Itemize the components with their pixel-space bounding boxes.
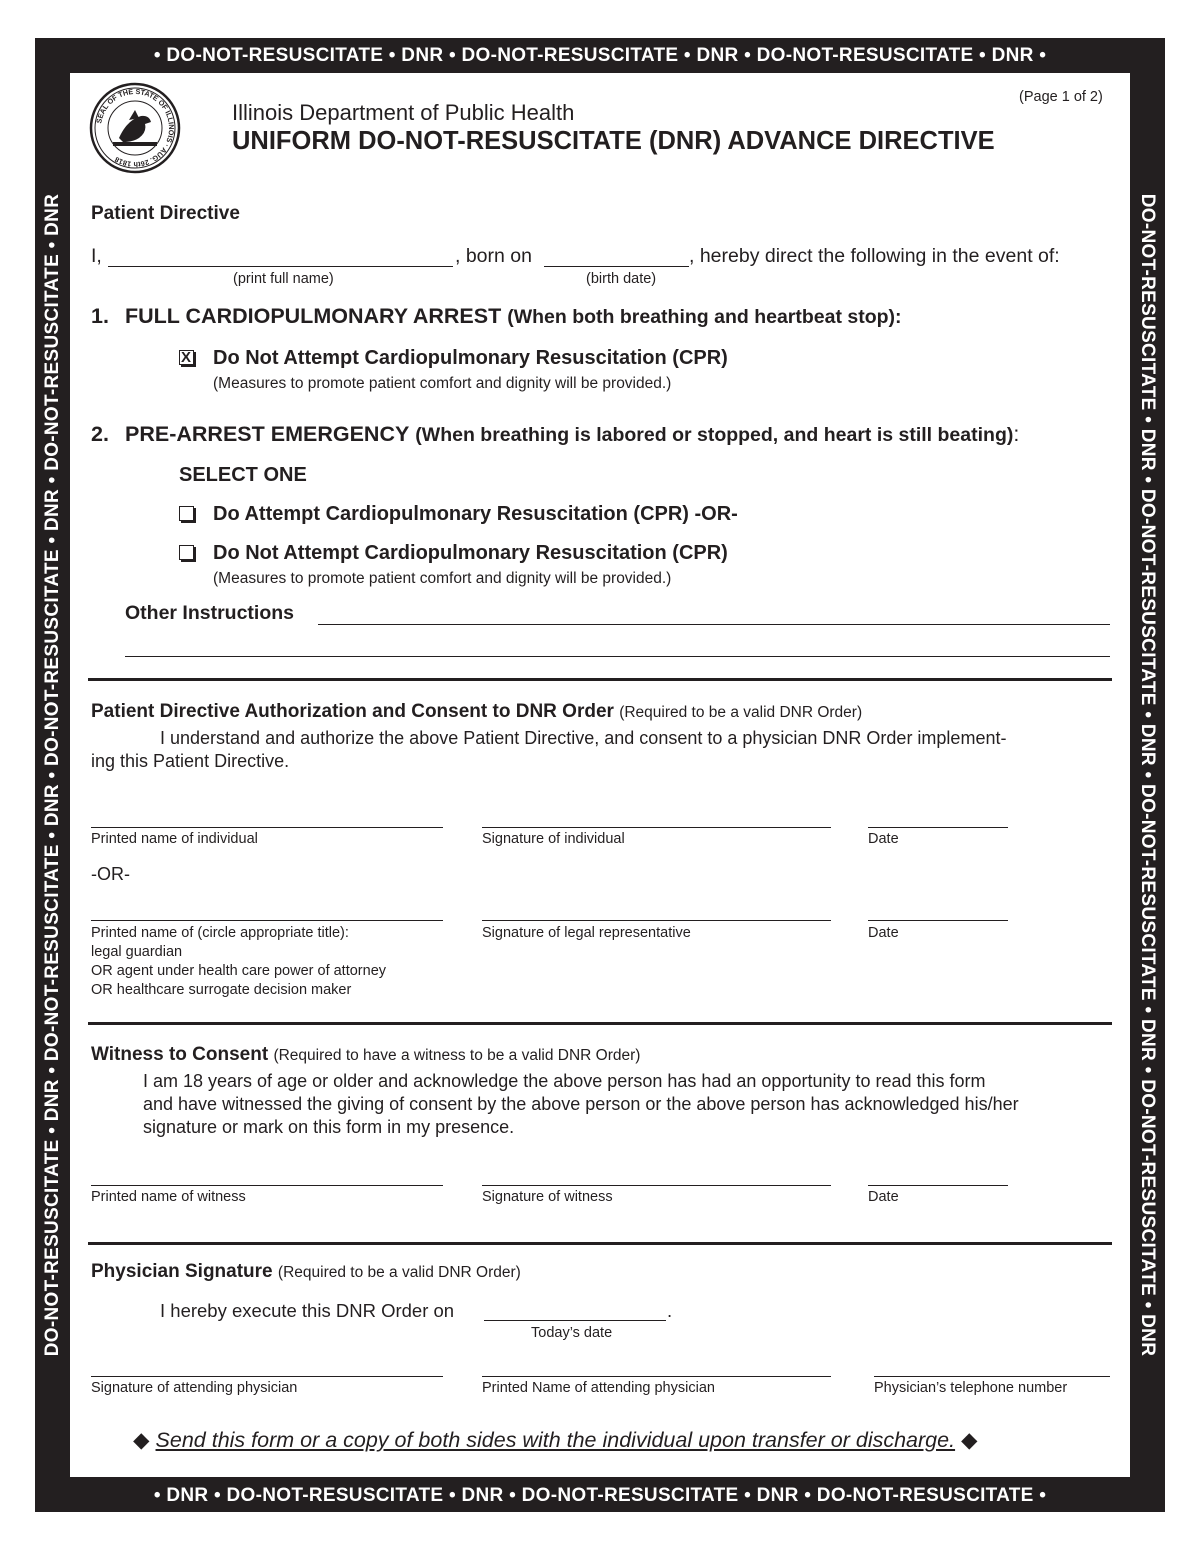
diamond-left-icon: ◆ [133,1428,150,1452]
section1-title: FULL CARDIOPULMONARY ARREST [125,304,502,328]
witness-qualifier: (Required to have a witness to be a valid DNR Order) [273,1047,641,1064]
witness-date-field[interactable] [868,1185,1008,1186]
border-top-text: • DO-NOT-RESUSCITATE • DNR • DO-NOT-RESUSCITATE • DNR • DO-NOT-RESUSCITATE • DNR • [153,45,1047,66]
section2-colon: : [1013,422,1020,446]
section-divider [88,1242,1112,1245]
form-title: UNIFORM DO-NOT-RESUSCITATE (DNR) ADVANCE DIRECTIVE [232,127,995,155]
title-surrogate-decision-maker[interactable]: OR healthcare surrogate decision maker [91,982,352,998]
border-left-text: DO-NOT-RESUSCITATE • DNR • DO-NOT-RESUSCITATE • DNR • DO-NOT-RESUSCITATE • DNR • DO-NOT-RESUSCITATE • DNR [42,193,63,1357]
execute-period: . [667,1300,673,1321]
todays-date-caption: Today’s date [531,1325,613,1341]
individual-signature-field[interactable] [482,827,831,828]
other-instructions-field-1[interactable] [318,624,1110,625]
border-bottom [35,1477,1165,1512]
born-on-label: , born on [455,245,532,267]
authorization-qualifier: (Required to be a valid DNR Order) [619,704,863,721]
state-seal-icon [89,82,181,174]
section2-option2-note: (Measures to promote patient comfort and dignity will be provided.) [213,570,672,587]
department-name: Illinois Department of Public Health [232,100,575,125]
section-divider [88,678,1112,681]
representative-signature-caption: Signature of legal representative [482,925,691,941]
birth-date-field[interactable] [544,266,689,267]
select-one-label: SELECT ONE [179,464,307,486]
section2-heading [125,422,1019,447]
physician-signature-caption: Signature of attending physician [91,1380,298,1396]
page-number: (Page 1 of 2) [1019,89,1103,105]
or-label: -OR- [91,864,130,884]
section1-option-note: (Measures to promote patient comfort and dignity will be provided.) [213,375,672,392]
patient-directive-heading: Patient Directive [91,203,240,224]
physician-qualifier: (Required to be a valid DNR Order) [277,1264,521,1281]
witness-heading: Witness to Consent [91,1044,269,1065]
full-name-field[interactable] [108,266,453,267]
witness-date-caption: Date [868,1189,899,1205]
physician-phone-caption: Physician’s telephone number [874,1380,1068,1396]
border-bottom-text: • DNR • DO-NOT-RESUSCITATE • DNR • DO-NOT-RESUSCITATE • DNR • DO-NOT-RESUSCITATE • [153,1485,1047,1506]
witness-text-line1: I am 18 years of age or older and acknowledge the above person has had an opportunity to read this form [143,1071,986,1091]
footer-note-text: Send this form or a copy of both sides with the individual upon transfer or discharge. [155,1428,956,1452]
section2-option1-label: Do Attempt Cardiopulmonary Resuscitation (CPR) -OR- [213,503,738,525]
execute-order-text: I hereby execute this DNR Order on [160,1300,455,1321]
footer-note [133,1428,978,1453]
section2-option2-label: Do Not Attempt Cardiopulmonary Resuscitation (CPR) [213,542,728,564]
section1-option-label: Do Not Attempt Cardiopulmonary Resuscitation (CPR) [213,347,728,369]
individual-date-caption: Date [868,831,899,847]
section2-title: PRE-ARREST EMERGENCY [125,422,410,446]
physician-signature-field[interactable] [91,1376,443,1377]
individual-name-field[interactable] [91,827,443,828]
witness-signature-caption: Signature of witness [482,1189,613,1205]
section2-number: 2. [91,422,109,446]
witness-text-line3: signature or mark on this form in my presence. [143,1117,515,1137]
witness-text-line2: and have witnessed the giving of consent by the above person or the above person has acknowledged his/her [143,1094,1019,1114]
representative-date-field[interactable] [868,920,1008,921]
section1-checkbox[interactable]: X [179,350,194,365]
border-left [35,73,70,1477]
border-right-text: DO-NOT-RESUSCITATE • DNR • DO-NOT-RESUSCITATE • DNR • DO-NOT-RESUSCITATE • DNR • DO-NOT-RESUSCITATE • DNR [1137,193,1158,1357]
individual-signature-caption: Signature of individual [482,831,625,847]
representative-date-caption: Date [868,925,899,941]
diamond-right-icon: ◆ [961,1428,978,1452]
witness-signature-field[interactable] [482,1185,831,1186]
seal-text: SEAL OF THE STATE OF ILLINOIS · AUG. 26th 1818 [94,86,177,170]
other-instructions-field-2[interactable] [125,656,1110,657]
other-instructions-label: Other Instructions [125,602,295,624]
authorization-text-line2: ing this Patient Directive. [91,751,290,771]
i-label: I, [91,245,102,267]
witness-heading-row [91,1044,640,1066]
border-right [1130,73,1165,1477]
physician-heading: Physician Signature [91,1261,273,1282]
section1-number: 1. [91,304,109,328]
section1-qualifier: (When both breathing and heartbeat stop): [507,306,902,328]
physician-phone-field[interactable] [874,1376,1110,1377]
authorization-heading: Patient Directive Authorization and Consent to DNR Order [91,701,614,722]
representative-name-caption: Printed name of (circle appropriate title): [91,925,349,941]
title-legal-guardian[interactable]: legal guardian [91,944,183,960]
section-divider [88,1022,1112,1025]
border-top [35,38,1165,73]
section2-qualifier: (When breathing is labored or stopped, and heart is still beating) [415,424,1014,446]
title-health-care-agent[interactable]: OR agent under health care power of attorney [91,963,387,979]
birth-date-caption: (birth date) [586,271,657,287]
section1-heading [125,304,902,329]
physician-name-caption: Printed Name of attending physician [482,1380,715,1396]
authorization-text-line1: I understand and authorize the above Patient Directive, and consent to a physician DNR Order implement- [160,728,1007,748]
direct-text: , hereby direct the following in the event of: [689,245,1060,267]
section2-option2-checkbox[interactable] [179,545,194,560]
todays-date-field[interactable] [484,1320,666,1321]
individual-name-caption: Printed name of individual [91,831,258,847]
physician-name-field[interactable] [482,1376,831,1377]
physician-heading-row [91,1261,521,1283]
witness-name-caption: Printed name of witness [91,1189,246,1205]
name-caption: (print full name) [233,271,334,287]
witness-name-field[interactable] [91,1185,443,1186]
individual-date-field[interactable] [868,827,1008,828]
authorization-heading-row [91,701,862,723]
section2-option1-checkbox[interactable] [179,506,194,521]
representative-name-field[interactable] [91,920,443,921]
representative-signature-field[interactable] [482,920,831,921]
